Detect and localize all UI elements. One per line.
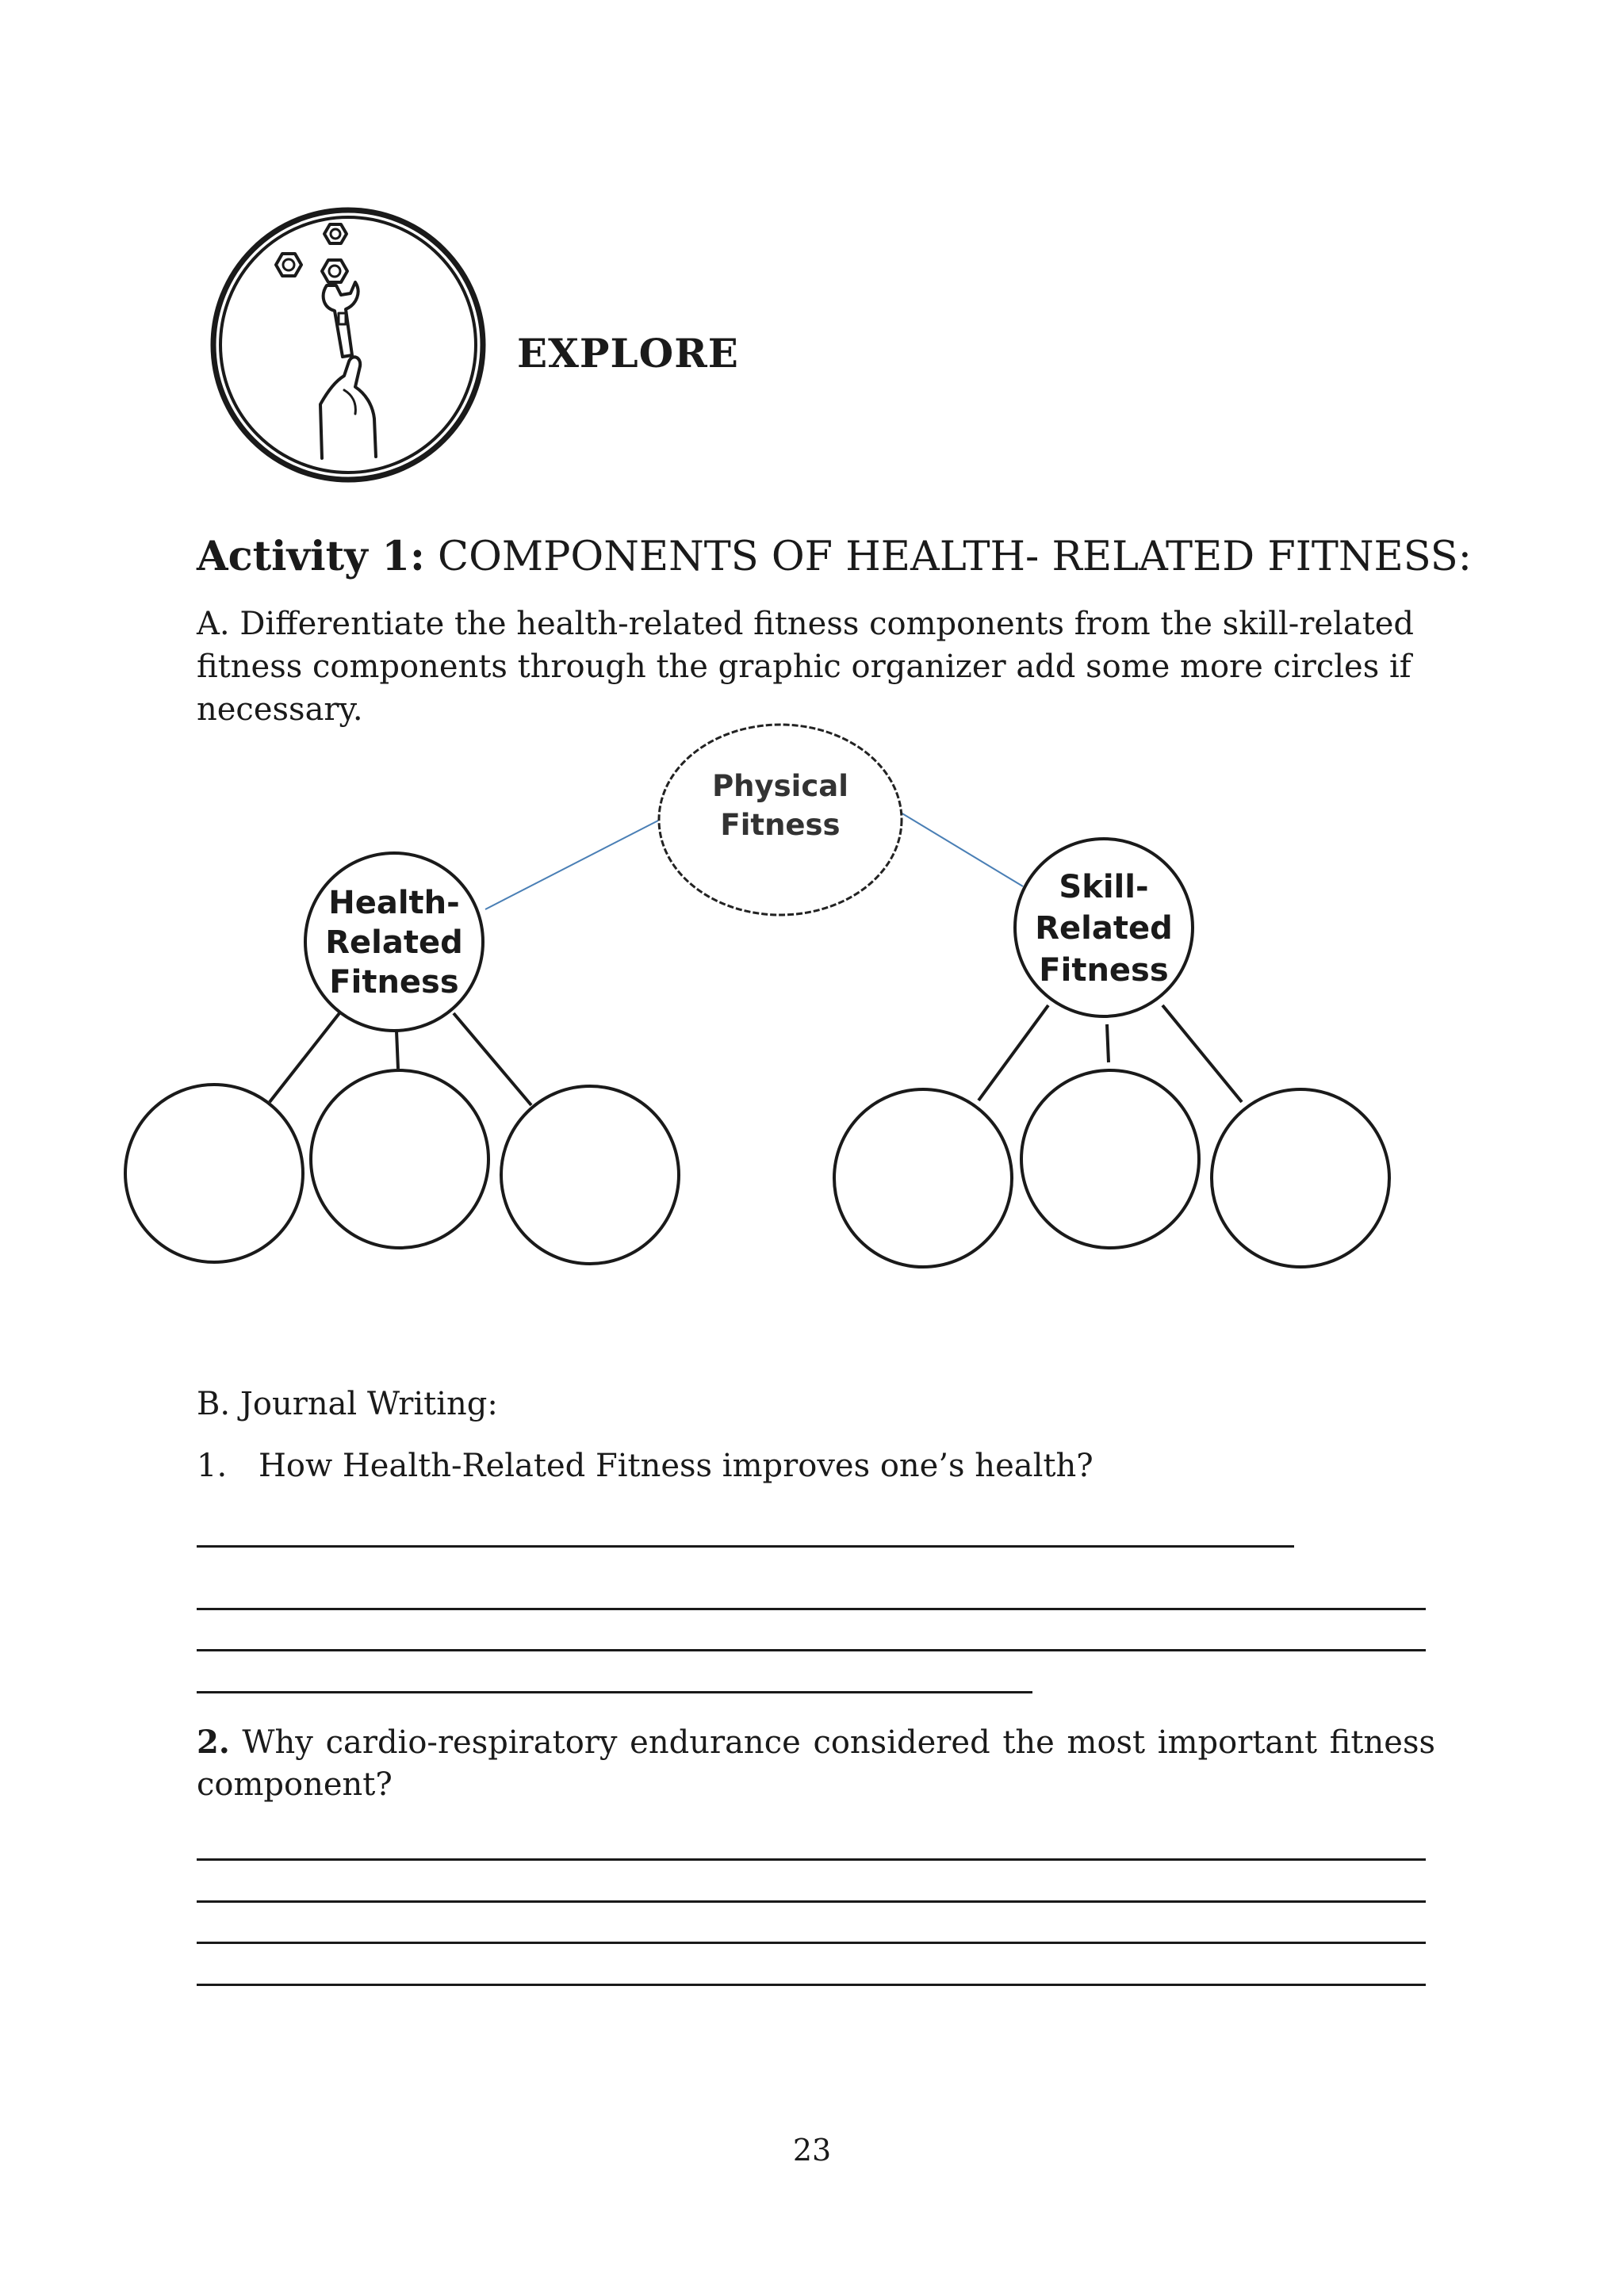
physical-fitness-label-1: Physical [712,769,848,803]
answer-line-1-2[interactable] [197,1608,1426,1610]
activity-label: Activity 1: [197,533,425,580]
health-related-label-3: Fitness [329,964,459,1001]
health-related-label-1: Health- [328,885,460,921]
connector-health-right [454,1013,531,1105]
question-2-text: Why cardio-respiratory endurance considered the most important fitness component? [197,1724,1435,1803]
answer-line-2-3[interactable] [197,1942,1426,1944]
part-a-instruction: A. Differentiate the health-related fitness components from the skill-related fitness components through the graphic organizer add some more circles if necessary. [197,606,1415,728]
connector-skill-middle [1107,1024,1109,1062]
skill-component-blank-2[interactable] [1021,1070,1199,1248]
physical-fitness-label-2: Fitness [720,808,841,842]
activity-title [197,533,1472,580]
question-2 [197,1721,1435,1806]
health-component-blank-3[interactable] [501,1086,679,1264]
question-1 [197,1448,1094,1484]
health-component-blank-1[interactable] [125,1085,303,1262]
connector-root-health [485,821,658,909]
wrench-and-nuts-icon [213,210,483,480]
explore-icon [209,206,487,484]
skill-component-blank-1[interactable] [834,1089,1012,1267]
journal-writing-heading: B. Journal Writing: [197,1386,498,1422]
answer-line-1-4[interactable] [197,1691,1032,1693]
skill-related-label-3: Fitness [1039,952,1169,989]
answer-line-1-3[interactable] [197,1649,1426,1651]
health-related-label-2: Related [325,924,463,961]
question-2-number: 2. [197,1724,230,1761]
question-1-text: How Health-Related Fitness improves one’s health? [259,1448,1094,1484]
connector-health-left [270,1013,339,1102]
connector-skill-left [979,1005,1048,1100]
skill-related-label-2: Related [1035,910,1173,947]
answer-line-2-4[interactable] [197,1984,1426,1986]
answer-line-2-2[interactable] [197,1900,1426,1903]
answer-line-2-1[interactable] [197,1858,1426,1861]
skill-related-label-1: Skill- [1059,869,1149,905]
explore-heading: EXPLORE [517,330,739,377]
skill-component-blank-3[interactable] [1212,1089,1389,1267]
answer-line-1-1[interactable] [197,1545,1294,1548]
activity-name: COMPONENTS OF HEALTH- RELATED FITNESS: [438,534,1472,580]
connector-root-skill [901,813,1023,886]
connector-skill-right [1162,1005,1242,1102]
connector-health-middle [396,1031,398,1069]
page-number: 23 [792,2133,832,2168]
health-component-blank-2[interactable] [311,1070,488,1248]
question-1-number: 1. [197,1448,228,1484]
graphic-organizer [0,706,1624,1292]
